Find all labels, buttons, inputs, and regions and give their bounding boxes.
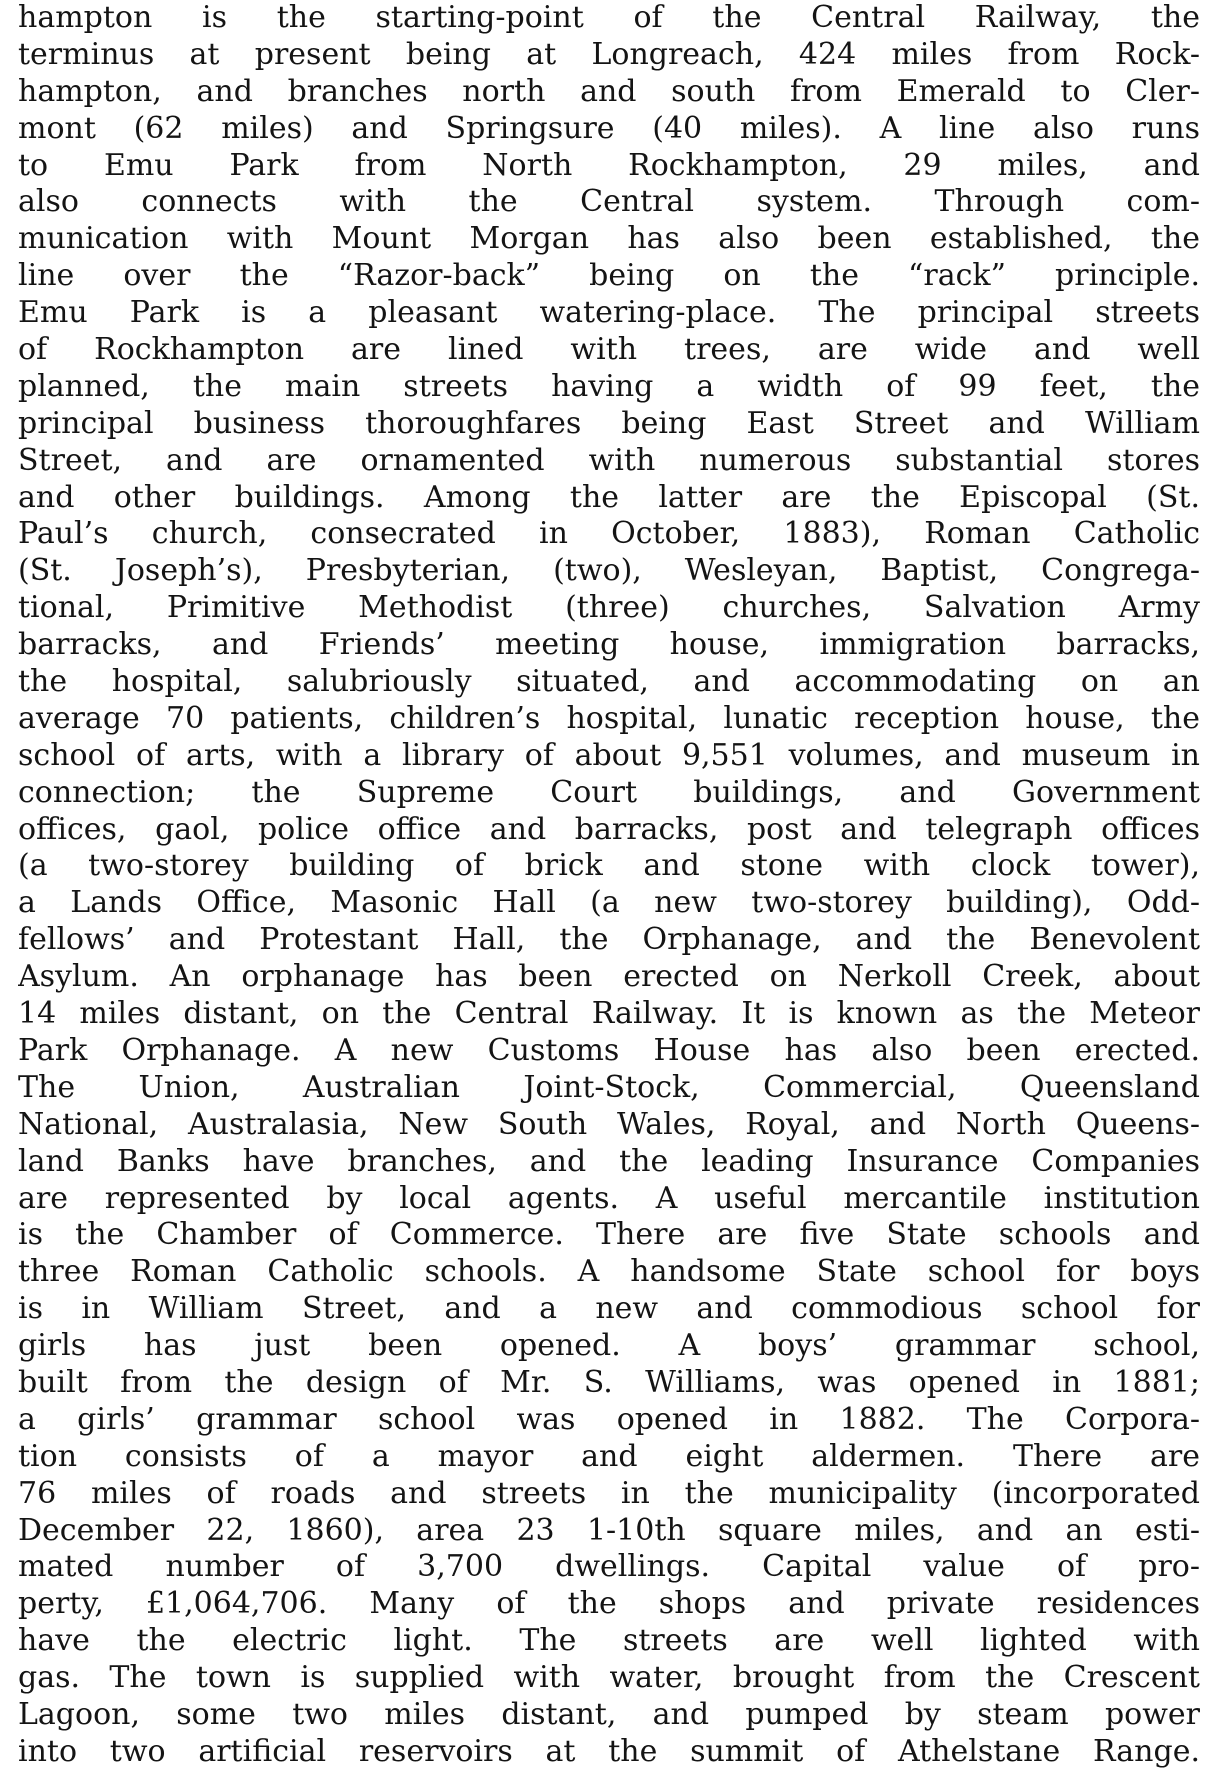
text-line: hampton is the starting-point of the Central Railway, the	[18, 0, 1200, 35]
text-line: (a two-storey building of brick and stone with clock tower),	[18, 848, 1200, 884]
text-line: land Banks have branches, and the leading Insurance Companies	[18, 1143, 1200, 1179]
text-line: of Rockhampton are lined with trees, are wide and well	[18, 332, 1200, 368]
text-line: built from the design of Mr. S. Williams, was opened in 1881;	[18, 1364, 1200, 1400]
text-line: (St. Joseph’s), Presbyterian, (two), Wesleyan, Baptist, Congrega-	[18, 553, 1200, 589]
text-line: perty, £1,064,706. Many of the shops and private residences	[18, 1586, 1200, 1622]
text-line: have the electric light. The streets are well lighted with	[18, 1623, 1200, 1659]
text-line: National, Australasia, New South Wales, Royal, and North Queens-	[18, 1106, 1200, 1142]
text-line: The Union, Australian Joint-Stock, Commercial, Queensland	[18, 1069, 1200, 1105]
text-line: girls has just been opened. A boys’ grammar school,	[18, 1328, 1200, 1364]
text-line: gas. The town is supplied with water, brought from the Crescent	[18, 1660, 1200, 1696]
text-line: a Lands Office, Masonic Hall (a new two-storey building), Odd-	[18, 885, 1200, 921]
text-line: offices, gaol, police office and barracks, post and telegraph offices	[18, 811, 1200, 847]
text-line: is the Chamber of Commerce. There are five State schools and	[18, 1217, 1200, 1253]
text-column	[18, 0, 1200, 1771]
text-line: fellows’ and Protestant Hall, the Orphanage, and the Benevolent	[18, 922, 1200, 958]
text-line: three Roman Catholic schools. A handsome State school for boys	[18, 1254, 1200, 1290]
text-line: Lagoon, some two miles distant, and pumped by steam power	[18, 1696, 1200, 1732]
text-line: munication with Mount Morgan has also been established, the	[18, 221, 1200, 257]
text-line: terminus at present being at Longreach, 424 miles from Rock-	[18, 36, 1200, 72]
text-line: December 22, 1860), area 23 1-10th square miles, and an esti-	[18, 1512, 1200, 1548]
text-line: 76 miles of roads and streets in the municipality (incorporated	[18, 1475, 1200, 1511]
text-line: and other buildings. Among the latter are the Episcopal (St.	[18, 479, 1200, 515]
text-line: is in William Street, and a new and commodious school for	[18, 1291, 1200, 1327]
text-line: into two artificial reservoirs at the summit of Athelstane Range.	[18, 1733, 1200, 1769]
document-page	[18, 0, 1200, 1788]
text-line: tional, Primitive Methodist (three) churches, Salvation Army	[18, 590, 1200, 626]
text-line: also connects with the Central system. Through com-	[18, 184, 1200, 220]
text-line: line over the “Razor-back” being on the “rack” principle.	[18, 258, 1200, 294]
text-line: barracks, and Friends’ meeting house, immigration barracks,	[18, 627, 1200, 663]
text-line: Emu Park is a pleasant watering-place. The principal streets	[18, 295, 1200, 331]
text-line: principal business thoroughfares being East Street and William	[18, 405, 1200, 441]
text-line: Street, and are ornamented with numerous substantial stores	[18, 442, 1200, 478]
text-line: average 70 patients, children’s hospital, lunatic reception house, the	[18, 700, 1200, 736]
text-line: Asylum. An orphanage has been erected on Nerkoll Creek, about	[18, 959, 1200, 995]
text-line: 14 miles distant, on the Central Railway. It is known as the Meteor	[18, 996, 1200, 1032]
text-line: Park Orphanage. A new Customs House has also been erected.	[18, 1032, 1200, 1068]
text-line: are represented by local agents. A useful mercantile institution	[18, 1180, 1200, 1216]
text-line: connection; the Supreme Court buildings, and Government	[18, 774, 1200, 810]
text-line: school of arts, with a library of about 9,551 volumes, and museum in	[18, 737, 1200, 773]
text-line: tion consists of a mayor and eight aldermen. There are	[18, 1438, 1200, 1474]
text-line: planned, the main streets having a width of 99 feet, the	[18, 368, 1200, 404]
text-line: the hospital, salubriously situated, and accommodating on an	[18, 664, 1200, 700]
text-line: mont (62 miles) and Springsure (40 miles). A line also runs	[18, 110, 1200, 146]
text-line: to Emu Park from North Rockhampton, 29 miles, and	[18, 147, 1200, 183]
text-line: Paul’s church, consecrated in October, 1883), Roman Catholic	[18, 516, 1200, 552]
text-line: a girls’ grammar school was opened in 1882. The Corpora-	[18, 1401, 1200, 1437]
text-line: mated number of 3,700 dwellings. Capital value of pro-	[18, 1549, 1200, 1585]
text-line: hampton, and branches north and south from Emerald to Cler-	[18, 73, 1200, 109]
